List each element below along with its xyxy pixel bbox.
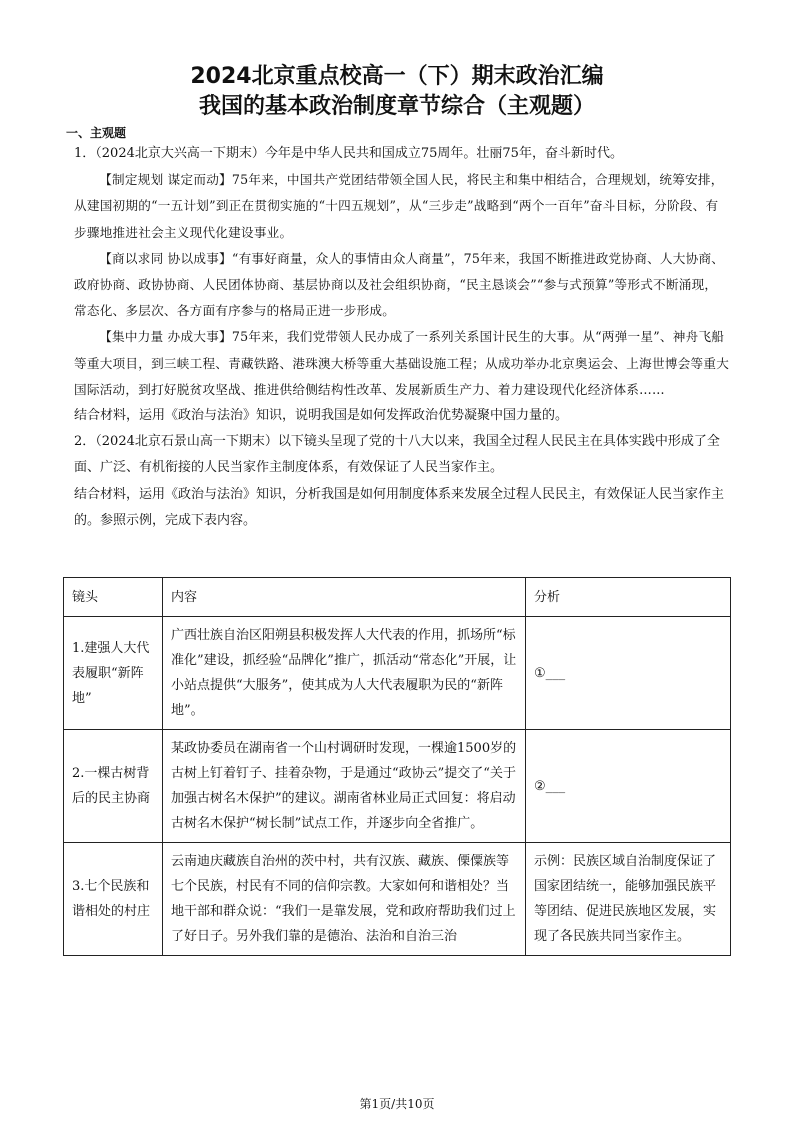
table-row (64, 843, 731, 956)
table-row (64, 617, 731, 730)
table-cell-shot: 1.建强人大代表履职“新阵地” (64, 617, 163, 730)
q1-material-para-1: 【制定规划 谋定而动】75年来，中国共产党团结带领全国人民，将民主和集中相结合，合理规划，统筹安排，从建国初期的“一五计划”到正在贯彻实施的“十四五规划”，从“三步走”战略到“两个一百年”奋斗目标，分阶段、有步骤地推进社会主义现代化建设事业。 (74, 172, 724, 240)
table-cell-content: 云南迪庆藏族自治州的茨中村，共有汉族、藏族、傈僳族等七个民族，村民有不同的信仰宗教。大家如何和谐相处？当地干部和群众说：“我们一是靠发展，党和政府帮助我们过上了好日子。另外我们靠的是德治、法治和自治三治 (163, 843, 526, 956)
table-header-analysis: 分析 (526, 578, 731, 617)
answer-blank-2[interactable]: ②___ (526, 730, 731, 843)
table-header-shot: 镜头 (64, 578, 163, 617)
q1-material-para-3: 【集中力量 办成大事】75年来，我们党带领人民办成了一系列关系国计民生的大事。从“两弹一星”、神舟飞船等重大项目，到三峡工程、青藏铁路、港珠澳大桥等重大基础设施工程；从成功举办北京奥运会、上海世博会等重大国际活动，到打好脱贫攻坚战、推进供给侧结构性改革、发展新质生产力、着力建设现代化经济体系…… (74, 329, 730, 397)
answer-table (63, 577, 731, 956)
q2-question: 结合材料，运用《政治与法治》知识，分析我国是如何用制度体系来发展全过程人民民主，有效保证人民当家作主的。参照示例，完成下表内容。 (74, 486, 725, 528)
q2-intro: 2．（2024北京石景山高一下期末）以下镜头呈现了党的十八大以来，我国全过程人民民主在具体实践中形成了全面、广泛、有机衔接的人民当家作主制度体系，有效保证了人民当家作主。 (74, 434, 720, 476)
table-cell-content: 某政协委员在湖南省一个山村调研时发现，一棵逾1500岁的古树上钉着钉子、挂着杂物，于是通过“政协云”提交了“关于加强古树名木保护”的建议。湖南省林业局正式回复：将启动古树名木保护“树长制”试点工作，并逐步向全省推广。 (163, 730, 526, 843)
q1-material-para-2: 【商以求同 协以成事】“有事好商量，众人的事情由众人商量”，75年来，我国不断推进政党协商、人大协商、政府协商、政协协商、人民团体协商、基层协商以及社会组织协商，“民主恳谈会”“参与式预算”等形式不断涌现，常态化、多层次、各方面有序参与的格局正进一步形成。 (74, 250, 725, 319)
document-title-line1: 2024北京重点校高一（下）期末政治汇编 (190, 64, 604, 89)
table-cell-content: 广西壮族自治区阳朔县积极发挥人大代表的作用，抓场所“标准化”建设，抓经验“品牌化”推广，抓活动“常态化”开展，让小站点提供“大服务”，使其成为人大代表履职为民的“新阵地”。 (163, 617, 526, 730)
table-header-row (64, 578, 731, 617)
q1-question: 结合材料，运用《政治与法治》知识，说明我国是如何发挥政治优势凝聚中国力量的。 (74, 408, 569, 424)
q1-intro: 1．（2024北京大兴高一下期末）今年是中华人民共和国成立75周年。壮丽75年，奋斗新时代。 (74, 146, 623, 161)
page-footer: 第1页/共10页 (359, 1097, 435, 1111)
document-title-line2: 我国的基本政治制度章节综合（主观题） (198, 94, 595, 119)
table-cell-example: 示例：民族区域自治制度保证了国家团结统一，能够加强民族平等团结、促进民族地区发展，实现了各民族共同当家作主。 (526, 843, 731, 956)
section-heading: 一、主观题 (66, 126, 127, 140)
table-row (64, 730, 731, 843)
table-cell-shot: 3.七个民族和谐相处的村庄 (64, 843, 163, 956)
table-header-content: 内容 (163, 578, 526, 617)
answer-blank-1[interactable]: ①___ (526, 617, 731, 730)
table-cell-shot: 2.一棵古树背后的民主协商 (64, 730, 163, 843)
question-content (74, 141, 730, 534)
